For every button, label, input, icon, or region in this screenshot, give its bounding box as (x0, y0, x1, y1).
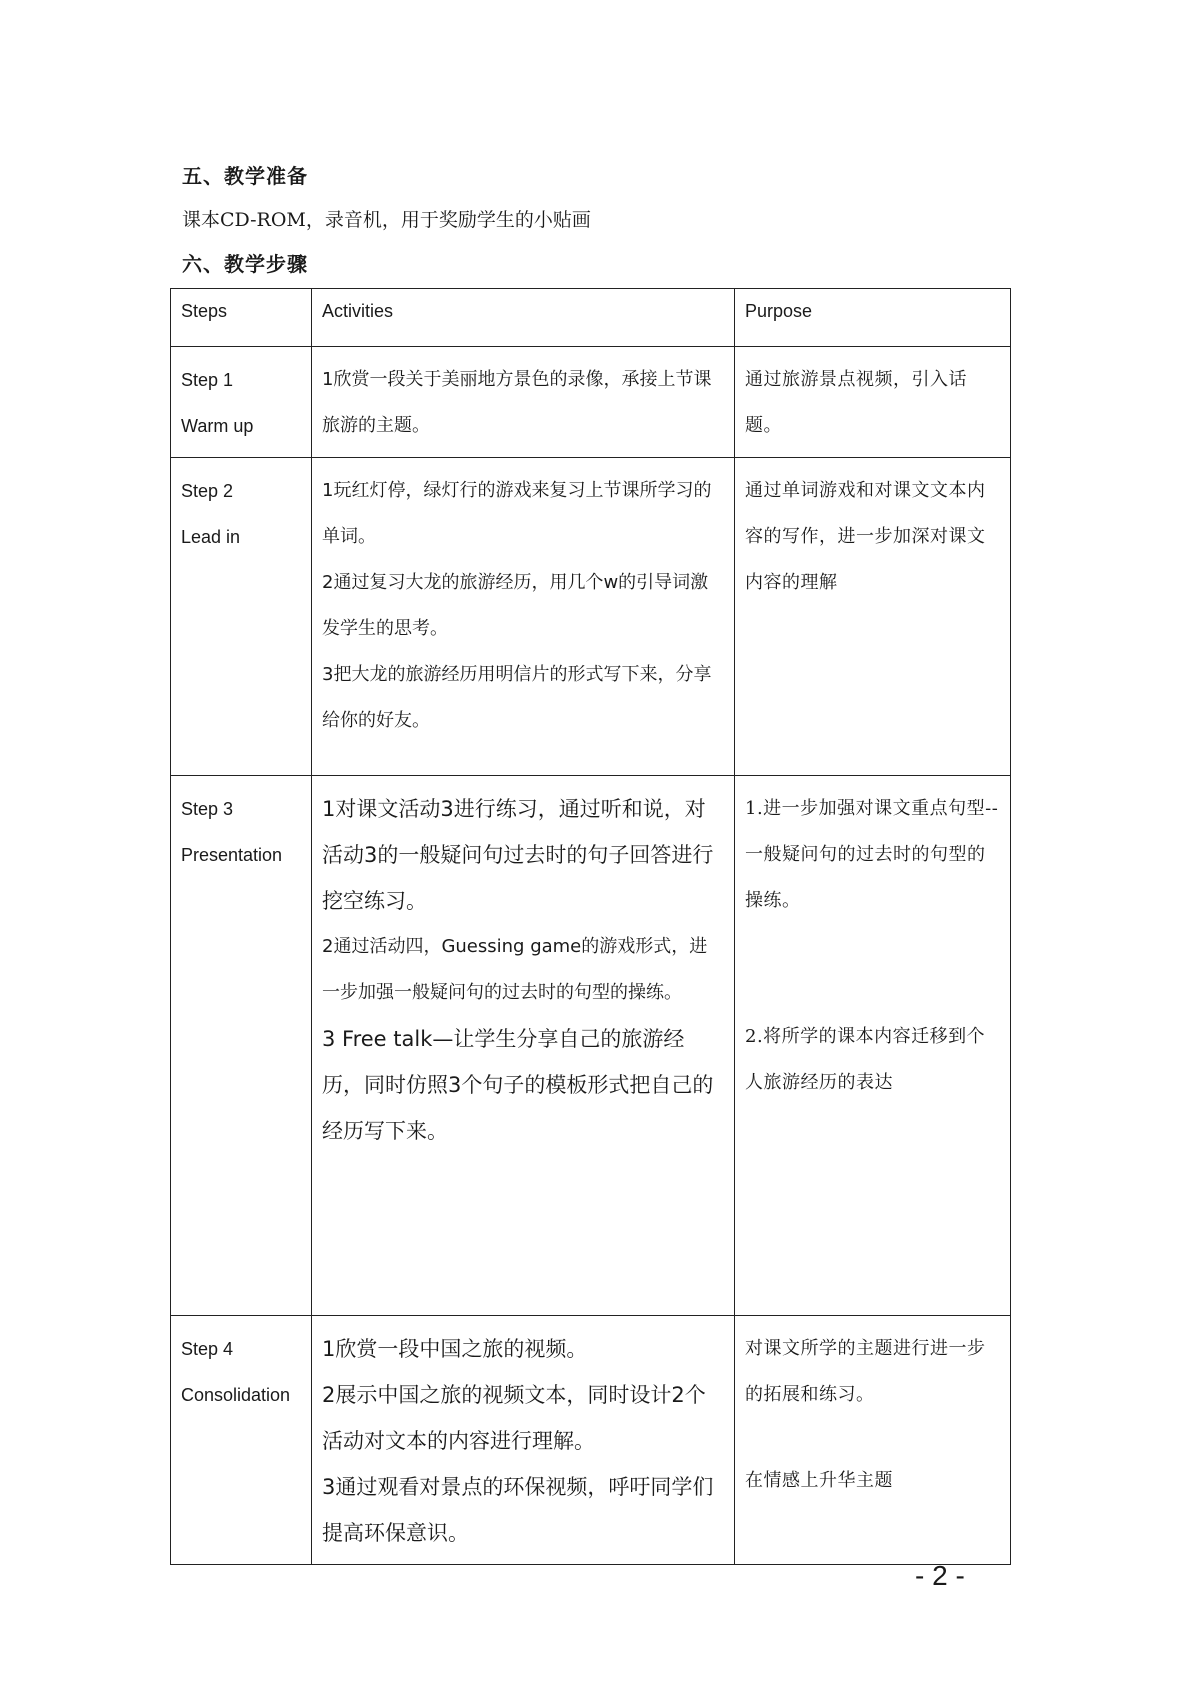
purpose-item: 1.进一步加强对课文重点句型-- 一般疑问句的过去时的句型的操练。 (745, 798, 999, 911)
step-number: Step 3 (181, 799, 234, 819)
step-number: Step 2 (181, 481, 234, 501)
activity-item: 3 Free talk—让学生分享自己的旅游经历，同时仿照3个句子的模板形式把自己的经历写下来。 (322, 1027, 714, 1143)
step-number: Step 1 (181, 370, 234, 390)
purpose-item: 2.将所学的课本内容迁移到个人旅游经历的表达 (745, 1026, 986, 1093)
header-purpose: Purpose (735, 289, 1011, 347)
step-name: Presentation (181, 845, 283, 865)
activities-cell (312, 1316, 735, 1565)
step-name: Warm up (181, 416, 254, 436)
teaching-steps-table (170, 288, 1011, 1565)
page-number: - 2 - (915, 1560, 965, 1591)
activities-cell (312, 458, 735, 776)
step-cell (171, 776, 312, 1316)
step-cell (171, 458, 312, 776)
teaching-preparation-text: 课本CD-ROM，录音机，用于奖励学生的小贴画 (182, 209, 591, 231)
table-row (171, 776, 1011, 1316)
purpose-item: 通过单词游戏和对课文文本内容的写作，进一步加深对课文内容的理解 (745, 480, 986, 593)
section-6-title: 六、教学步骤 (182, 252, 308, 276)
activities-cell (312, 776, 735, 1316)
table-header-row (171, 289, 1011, 347)
activity-item: 3把大龙的旅游经历用明信片的形式写下来，分享给你的好友。 (322, 664, 712, 731)
activity-item: 2通过活动四，Guessing game的游戏形式，进一步加强一般疑问句的过去时的句型的操练。 (322, 936, 708, 1003)
activity-item: 1对课文活动3进行练习，通过听和说，对活动3的一般疑问句过去时的句子回答进行挖空练习。 (322, 797, 714, 913)
step-number: Step 4 (181, 1339, 234, 1359)
purpose-cell (735, 458, 1011, 776)
purpose-cell (735, 776, 1011, 1316)
purpose-cell (735, 1316, 1011, 1565)
table-row (171, 347, 1011, 458)
spacer (745, 1418, 1000, 1458)
section-5-title: 五、教学准备 (182, 164, 308, 188)
table-row (171, 1316, 1011, 1565)
step-cell (171, 347, 312, 458)
activity-item: 1欣赏一段中国之旅的视频。 (322, 1337, 588, 1361)
header-activities: Activities (312, 289, 735, 347)
activity-item: 2通过复习大龙的旅游经历，用几个w的引导词激发学生的思考。 (322, 572, 709, 639)
header-steps: Steps (171, 289, 312, 347)
step-name: Lead in (181, 527, 241, 547)
step-name: Consolidation (181, 1385, 291, 1405)
activity-item: 2展示中国之旅的视频文本，同时设计2个活动对文本的内容进行理解。 (322, 1383, 706, 1453)
purpose-cell (735, 347, 1011, 458)
purpose-item: 通过旅游景点视频，引入话题。 (745, 369, 967, 436)
table-row (171, 458, 1011, 776)
step-cell (171, 1316, 312, 1565)
activity-item: 3通过观看对景点的环保视频，呼吁同学们提高环保意识。 (322, 1475, 714, 1545)
purpose-item: 对课文所学的主题进行进一步的拓展和练习。 (745, 1338, 986, 1405)
activity-item: 1玩红灯停，绿灯行的游戏来复习上节课所学习的单词。 (322, 480, 712, 547)
purpose-item: 在情感上升华主题 (745, 1470, 893, 1491)
spacer (745, 924, 1000, 1014)
activities-cell (312, 347, 735, 458)
activity-item: 1欣赏一段关于美丽地方景色的录像，承接上节课旅游的主题。 (322, 369, 712, 436)
